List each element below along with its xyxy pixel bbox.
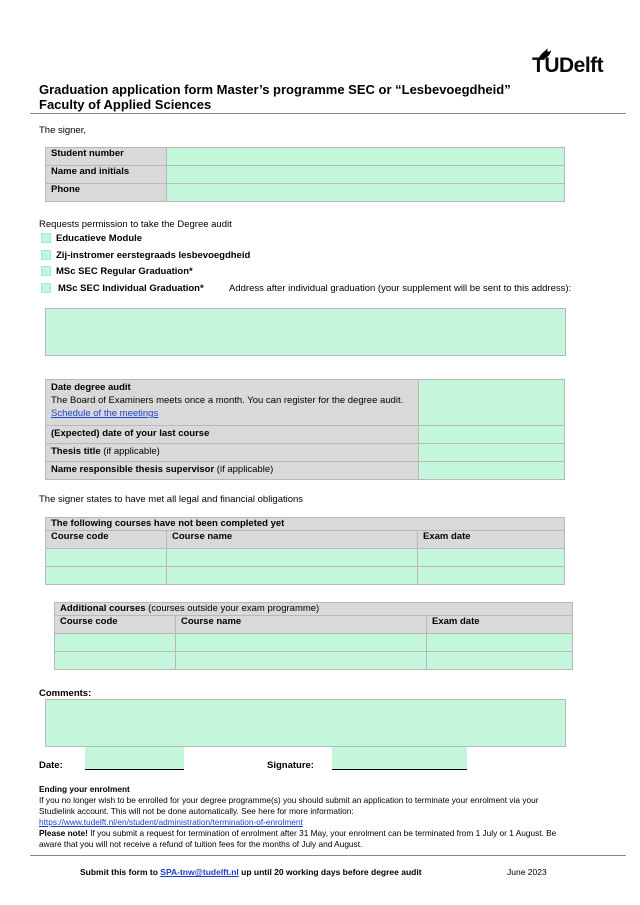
date-label: Date:	[39, 760, 63, 771]
exam-date-cell[interactable]	[427, 634, 573, 652]
course-code-header: Course code	[46, 531, 167, 549]
course-name-header: Course name	[167, 531, 418, 549]
schedule-link[interactable]: Schedule of the meetings	[51, 408, 159, 419]
footer-text	[80, 867, 422, 877]
course-code-cell[interactable]	[55, 652, 176, 670]
title-line1: Graduation application form Master’s programme SEC or “Lesbevoegdheid”	[39, 82, 511, 97]
footer-divider	[30, 855, 626, 856]
course-code-cell[interactable]	[55, 634, 176, 652]
footer-date: June 2023	[507, 867, 547, 877]
zij-instromer-checkbox[interactable]	[41, 250, 51, 260]
date-degree-audit-label: Date degree audit	[51, 382, 131, 393]
exam-date-header: Exam date	[427, 616, 573, 634]
student-number-field[interactable]	[167, 148, 565, 166]
additional-courses-table	[54, 602, 573, 670]
signer-table	[45, 147, 565, 202]
name-initials-label: Name and initials	[46, 166, 167, 184]
course-name-cell[interactable]	[176, 634, 427, 652]
thesis-title-field[interactable]	[419, 444, 565, 462]
address-field[interactable]	[45, 308, 566, 356]
name-initials-field[interactable]	[167, 166, 565, 184]
courses-table-title: The following courses have not been completed yet	[46, 518, 565, 531]
individual-graduation-label: MSc SEC Individual Graduation*	[58, 283, 204, 294]
course-name-cell[interactable]	[167, 567, 418, 585]
phone-label: Phone	[46, 184, 167, 202]
student-number-label: Student number	[46, 148, 167, 166]
requests-label: Requests permission to take the Degree audit	[39, 219, 232, 230]
date-degree-audit-desc: The Board of Examiners meets once a month. You can register for the degree audit.	[51, 395, 404, 406]
last-course-field[interactable]	[419, 426, 565, 444]
address-note: Address after individual graduation (your supplement will be sent to this address):	[229, 283, 572, 294]
comments-field[interactable]	[45, 699, 566, 747]
title-line2: Faculty of Applied Sciences	[39, 97, 212, 112]
phone-field[interactable]	[167, 184, 565, 202]
submit-email-link[interactable]: SPA-tnw@tudelft.nl	[160, 867, 239, 877]
educatieve-module-checkbox[interactable]	[41, 233, 51, 243]
audit-table	[45, 379, 565, 480]
termination-link[interactable]: https://www.tudelft.nl/en/student/administration/termination-of-enrolment	[39, 817, 303, 827]
note-text2: aware that you will not receive a refund of tuition fees for the months of July and August.	[39, 839, 363, 849]
signature-field[interactable]	[332, 747, 467, 770]
course-name-cell[interactable]	[176, 652, 427, 670]
tudelft-logo	[530, 44, 610, 76]
table-row	[46, 549, 565, 567]
page-title	[39, 82, 511, 112]
date-field[interactable]	[85, 747, 184, 770]
ending-text1: If you no longer wish to be enrolled for your degree programme(s) you should submit an application to terminate your enrolment via your	[39, 795, 539, 805]
regular-graduation-label: MSc SEC Regular Graduation*	[56, 266, 193, 277]
additional-courses-title: Additional courses	[60, 603, 146, 614]
ending-text2: Studielink account. This will not be done automatically. See here for more information:	[39, 806, 354, 816]
additional-courses-note: (courses outside your exam programme)	[145, 603, 320, 614]
note-text1: If you submit a request for termination of enrolment after 31 May, your enrolment can be terminated from 1 July or 1 August. Be	[87, 828, 557, 838]
thesis-title-label: Thesis title	[51, 446, 101, 457]
supervisor-label: Name responsible thesis supervisor	[51, 464, 215, 475]
date-degree-audit-field[interactable]	[419, 380, 565, 426]
last-course-label: (Expected) date of your last course	[46, 426, 419, 444]
footer-prefix: Submit this form to	[80, 867, 161, 877]
zij-instromer-label: Zij-instromer eerstegraads lesbevoegdheid	[56, 250, 251, 261]
course-code-header: Course code	[55, 616, 176, 634]
exam-date-cell[interactable]	[418, 567, 565, 585]
title-divider	[30, 113, 626, 114]
exam-date-cell[interactable]	[427, 652, 573, 670]
ending-title: Ending your enrolment	[39, 784, 130, 794]
thesis-title-note: (if applicable)	[100, 446, 160, 457]
supervisor-field[interactable]	[419, 462, 565, 480]
obligations-text: The signer states to have met all legal and financial obligations	[39, 494, 304, 505]
course-name-header: Course name	[176, 616, 427, 634]
ending-section	[39, 784, 619, 850]
logo-text: TUDelft	[532, 54, 604, 77]
educatieve-module-label: Educatieve Module	[56, 233, 143, 244]
course-code-cell[interactable]	[46, 567, 167, 585]
course-code-cell[interactable]	[46, 549, 167, 567]
course-name-cell[interactable]	[167, 549, 418, 567]
exam-date-cell[interactable]	[418, 549, 565, 567]
individual-graduation-checkbox[interactable]	[41, 283, 51, 293]
table-row	[55, 634, 573, 652]
signature-label: Signature:	[267, 760, 314, 771]
note-label: Please note!	[39, 828, 88, 838]
signer-label: The signer,	[39, 125, 86, 136]
table-row	[55, 652, 573, 670]
supervisor-note: (if applicable)	[214, 464, 274, 475]
table-row	[46, 567, 565, 585]
exam-date-header: Exam date	[418, 531, 565, 549]
footer-suffix: up until 20 working days before degree audit	[238, 867, 422, 877]
courses-table	[45, 517, 565, 585]
regular-graduation-checkbox[interactable]	[41, 266, 51, 276]
comments-label: Comments:	[39, 688, 92, 699]
